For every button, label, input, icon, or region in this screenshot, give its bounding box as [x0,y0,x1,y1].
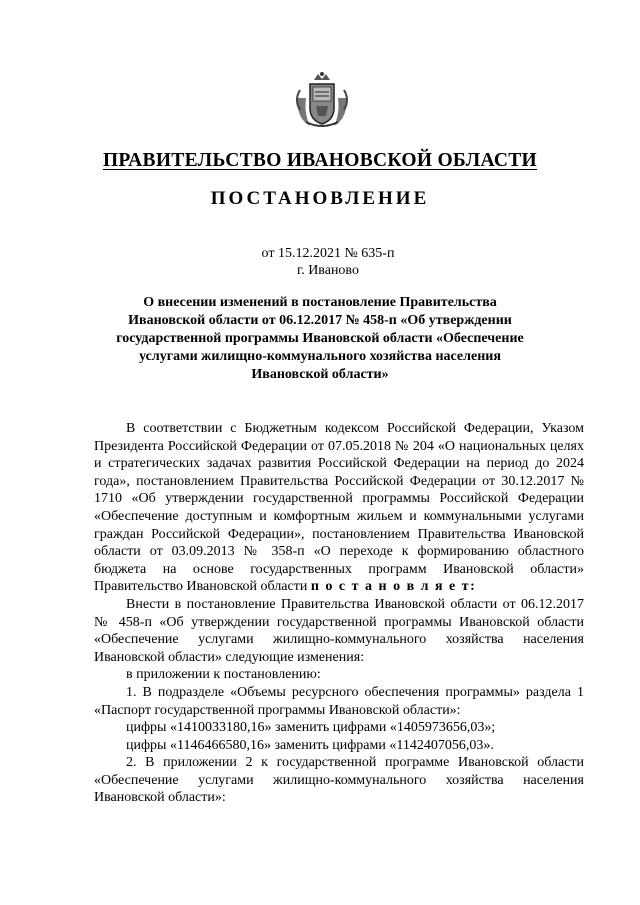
paragraph: цифры «1146466580,16» заменить цифрами «1142407056,03». [126,737,494,753]
paragraph: Внести в постановление Правительства Ивановской области от 06.12.2017 № 458-п «Об утверждении государственной программы Ивановской области «Обеспечение услугами жилищно-коммунального хозяйства населения Ивановской области» следующие изменения: [94,596,584,665]
document-body [94,420,584,807]
paragraph: в приложении к постановлению: [126,667,321,683]
government-title: ПРАВИТЕЛЬСТВО ИВАНОВСКОЙ ОБЛАСТИ [102,150,538,171]
subject-line: государственной программы Ивановской области «Обеспечение [116,331,524,346]
subject-line: О внесении изменений в постановление Правительства [143,295,497,310]
paragraph: цифры «1410033180,16» заменить цифрами «1405973656,03»; [126,720,496,736]
subject-line: Ивановской области от 06.12.2017 № 458-п «Об утверждении [128,313,512,328]
decree-word: п о с т а н о в л я е т: [310,579,477,595]
preamble-text: В соответствии с Бюджетным кодексом Российской Федерации, Указом Президента Российской Федерации от 07.05.2018 № 204 «О национальных целях и стратегических задачах развития Российской Федерации на период до 2024 года», постановлением Правительства Российской Федерации от 30.12.2017 № 1710 «Об утверждении государственной программы Российской Федерации «Обеспечение доступным и комфортным жильем и коммунальными услугами граждан Российской Федерации», постановлением Правительства Ивановской области от 03.09.2013 № 358-п «О переходе к формированию областного бюджета на основе государственных программ Ивановской области» Правительство Ивановской области [94,421,584,595]
preamble-paragraph [94,420,584,596]
paragraph: 1. В подразделе «Объемы ресурсного обеспечения программы» раздела 1 «Паспорт государственной программы Ивановской области»: [94,684,584,718]
subject-line: услугами жилищно-коммунального хозяйства населения [139,349,501,364]
paragraph: 2. В приложении 2 к государственной программе Ивановской области «Обеспечение услугами жилищно-коммунального хозяйства населения Ивановской области»: [94,755,584,806]
coat-of-arms-emblem [292,70,352,130]
subject-line: Ивановской области» [251,367,389,382]
date-and-number: от 15.12.2021 № 635-п [261,246,395,261]
document-subject [100,294,540,384]
document-type: ПОСТАНОВЛЕНИЕ [210,188,430,209]
city: г. Иваново [297,263,359,278]
